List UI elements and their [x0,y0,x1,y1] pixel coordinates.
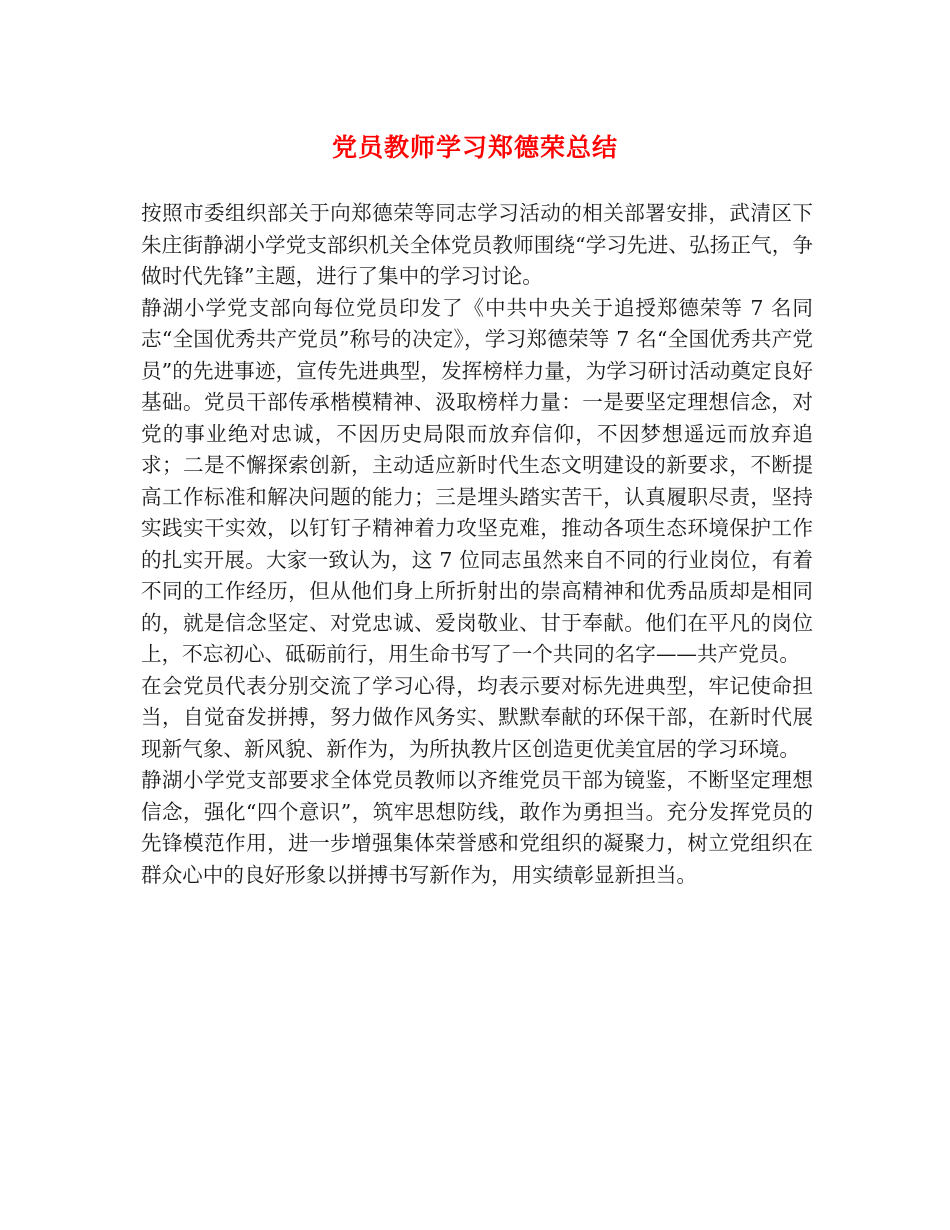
document-title: 党员教师学习郑德荣总结 [331,133,618,162]
paragraph-1: 按照市委组织部关于向郑德荣等同志学习活动的相关部署安排，武清区下朱庄街静湖小学党支部织机关全体党员教师围绕“学习先进、弘扬正气，争做时代先锋”主题，进行了集中的学习讨论。 [141,201,813,288]
paragraph-2: 静湖小学党支部向每位党员印发了《中共中央关于追授郑德荣等 7 名同志“全国优秀共产党员”称号的决定》，学习郑德荣等 7 名“全国优秀共产党员”的先进事迹，宣传先进典型，发挥榜样力量，为学习研讨活动奠定良好基础。党员干部传承楷模精神、汲取榜样力量：一是要坚定理想信念，对党的事业绝对忠诚，不因历史局限而放弃信仰，不因梦想遥远而放弃追求；二是不懈探索创新，主动适应新时代生态文明建设的新要求，不断提高工作标准和解决问题的能力；三是埋头踏实苦干，认真履职尽责，坚持实践实干实效，以钉钉子精神着力攻坚克难，推动各项生态环境保护工作的扎实开展。大家一致认为，这 7 位同志虽然来自不同的行业岗位，有着不同的工作经历，但从他们身上所折射出的崇高精神和优秀品质却是相同的，就是信念坚定、对党忠诚、爱岗敬业、甘于奉献。他们在平凡的岗位上，不忘初心、砥砺前行，用生命书写了一个共同的名字——共产党员。 [141,295,813,666]
paragraph-3: 在会党员代表分别交流了学习心得，均表示要对标先进典型，牢记使命担当，自觉奋发拼搏，努力做作风务实、默默奉献的环保干部，在新时代展现新气象、新风貌、新作为，为所执教片区创造更优美宜居的学习环境。 [141,673,813,761]
document-body [141,198,813,891]
paragraph-4: 静湖小学党支部要求全体党员教师以齐维党员干部为镜鉴，不断坚定理想信念，强化“四个意识”，筑牢思想防线，敢作为勇担当。充分发挥党员的先锋模范作用，进一步增强集体荣誉感和党组织的凝聚力，树立党组织在群众心中的良好形象以拼搏书写新作为，用实绩彰显新担当。 [141,768,813,887]
